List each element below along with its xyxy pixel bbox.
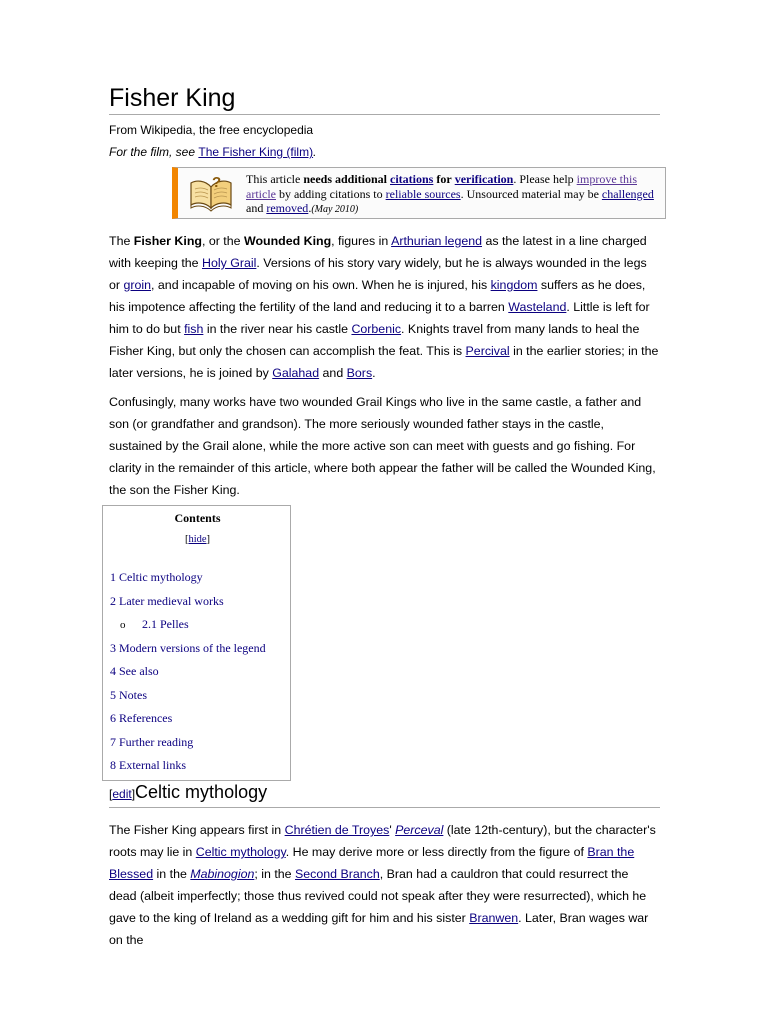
toc-item-label[interactable]: 3 Modern versions of the legend [110, 640, 266, 655]
toc-item-label[interactable]: 1 Celtic mythology [110, 570, 203, 584]
intro-paragraph-1 [109, 230, 659, 384]
toc-item-label[interactable]: 2.1 Pelles [142, 617, 189, 631]
notice-bold: needs additional [303, 172, 388, 186]
link-galahad[interactable]: Galahad [272, 366, 320, 380]
text: The Fisher King appears first in [109, 823, 285, 837]
hatnote-text: For the film, see [109, 145, 199, 159]
link-bors[interactable]: Bors [346, 366, 373, 380]
text: . Knights travel from many lands to heal the Fisher King, but only the chosen can accomplish the feat. This is [109, 322, 640, 358]
link-mabinogion[interactable]: Mabinogion [190, 867, 255, 881]
toc-toggle [103, 534, 292, 545]
open-book-question-icon [188, 174, 234, 212]
link-perceval[interactable]: Perceval [395, 823, 444, 837]
removed-link[interactable]: removed [266, 201, 309, 215]
toc-item-further-reading[interactable] [110, 731, 288, 755]
page-title: Fisher King [109, 83, 660, 115]
text: ' [389, 823, 396, 837]
bracket: [ [184, 534, 189, 545]
citation-notice-text [246, 172, 656, 218]
link-chretien-de-troyes[interactable]: Chrétien de Troyes [284, 823, 390, 837]
text: in the river near his castle [203, 322, 352, 336]
section-heading-text: Celtic mythology [135, 782, 268, 802]
intro-paragraph-2: Confusingly, many works have two wounded Grail Kings who live in the same castle, a father and son (or grandfather and grandson). The more seriously wounded father stays in the castle, sustained by the Grail alone, while the more active son can meet with guests and go fishing. For clarity in the remainder of this article, where both appear the father will be called the Wounded King, the son the Fisher King. [109, 395, 656, 497]
text: . He may derive more or less directly from the figure of [285, 845, 588, 859]
text: . [372, 366, 376, 380]
toc-item-modern-versions[interactable] [110, 637, 288, 661]
link-holy-grail[interactable]: Holy Grail [202, 256, 257, 270]
site-tagline: From Wikipedia, the free encyclopedia [109, 123, 314, 137]
text: and [319, 366, 347, 380]
toc-list [110, 566, 288, 778]
link-kingdom[interactable]: kingdom [490, 278, 538, 292]
text: , or the [201, 234, 244, 248]
table-of-contents [102, 505, 291, 781]
toc-item-see-also[interactable] [110, 660, 288, 684]
toc-item-notes[interactable] [110, 684, 288, 708]
text: , and incapable of moving on his own. When he is injured, his [151, 278, 491, 292]
toc-hide-link[interactable]: hide [188, 534, 207, 545]
notice-text: This article [246, 172, 304, 186]
toc-item-later-medieval-works[interactable] [110, 590, 288, 614]
edit-section-link[interactable]: edit [112, 787, 132, 801]
notice-text: . Unsourced material may be [460, 186, 602, 201]
film-link[interactable]: The Fisher King (film) [198, 145, 314, 159]
reliable-sources-link[interactable]: reliable sources [385, 186, 461, 201]
toc-item-label[interactable]: 5 Notes [110, 687, 147, 702]
text: suffers as he does, his impotence affecting the fertility of the land and reducing it to a barren [109, 278, 646, 314]
text: (late 12th-century), but the character's roots may lie in [109, 823, 656, 859]
svg-text:?: ? [212, 174, 222, 191]
toc-item-label[interactable]: 6 References [110, 711, 173, 725]
bold-term-wounded-king: Wounded King [243, 234, 332, 248]
text: ; in the [254, 867, 296, 881]
hatnote [109, 145, 316, 160]
bracket: ] [206, 534, 211, 545]
celtic-mythology-paragraph [109, 819, 659, 951]
toc-item-references[interactable] [110, 707, 288, 731]
citations-link[interactable]: citations [390, 172, 434, 186]
toc-item-label[interactable]: 2 Later medieval works [110, 593, 224, 608]
text: . Little is left for him to do but [109, 300, 650, 336]
section-heading-celtic-mythology [109, 781, 660, 808]
notice-text: . Please help [513, 172, 577, 186]
text: , Bran had a cauldron that could resurrect the dead (albeit imperfectly; those thus revived could not speak after they were resurrected), which he gave to the king of Ireland as a wedding gift for him and his sister [109, 867, 647, 925]
text: , figures in [331, 234, 392, 248]
toc-item-celtic-mythology[interactable] [110, 566, 288, 590]
challenged-link[interactable]: challenged [601, 186, 654, 201]
verification-link[interactable]: verification [454, 172, 514, 186]
edit-bracket-close: ] [131, 787, 136, 801]
text: . Later, Bran wages war on the [109, 911, 649, 947]
toc-bullet: o [120, 619, 126, 631]
link-branwen[interactable]: Branwen [469, 911, 519, 925]
toc-item-external-links[interactable] [110, 754, 288, 778]
notice-bold-for: for [436, 172, 452, 186]
notice-text: . [308, 201, 312, 215]
text: . Versions of his story vary widely, but he is always wounded in the legs or [109, 256, 647, 292]
toc-title: Contents [174, 511, 221, 525]
citation-notice-box [172, 167, 666, 219]
link-arthurian-legend[interactable]: Arthurian legend [391, 234, 483, 248]
toc-item-label[interactable]: 7 Further reading [110, 734, 194, 749]
link-second-branch[interactable]: Second Branch [295, 867, 380, 881]
toc-item-label[interactable]: 8 External links [110, 758, 186, 772]
text: in the earlier stories; in the later versions, he is joined by [109, 344, 659, 380]
toc-item-pelles[interactable] [110, 613, 288, 637]
hatnote-end: . [313, 145, 317, 159]
text: as the latest in a line charged with keeping the [109, 234, 647, 270]
link-corbenic[interactable]: Corbenic [351, 322, 402, 336]
link-groin[interactable]: groin [123, 278, 152, 292]
improve-article-link[interactable]: improve this article [246, 172, 637, 201]
link-celtic-mythology[interactable]: Celtic mythology [195, 845, 286, 859]
notice-text: by adding citations to [275, 186, 386, 201]
toc-item-label[interactable]: 4 See also [110, 664, 159, 678]
link-percival[interactable]: Percival [465, 344, 510, 358]
text: in the [153, 867, 191, 881]
link-fish[interactable]: fish [184, 322, 204, 336]
link-bran-the-blessed[interactable]: Bran the Blessed [109, 845, 635, 881]
notice-date: (May 2010) [311, 204, 359, 215]
text: The [109, 234, 134, 248]
edit-bracket-open: [ [109, 787, 113, 801]
bold-term-fisher-king: Fisher King [133, 234, 202, 248]
link-wasteland[interactable]: Wasteland [508, 300, 567, 314]
notice-text: and [246, 201, 267, 215]
